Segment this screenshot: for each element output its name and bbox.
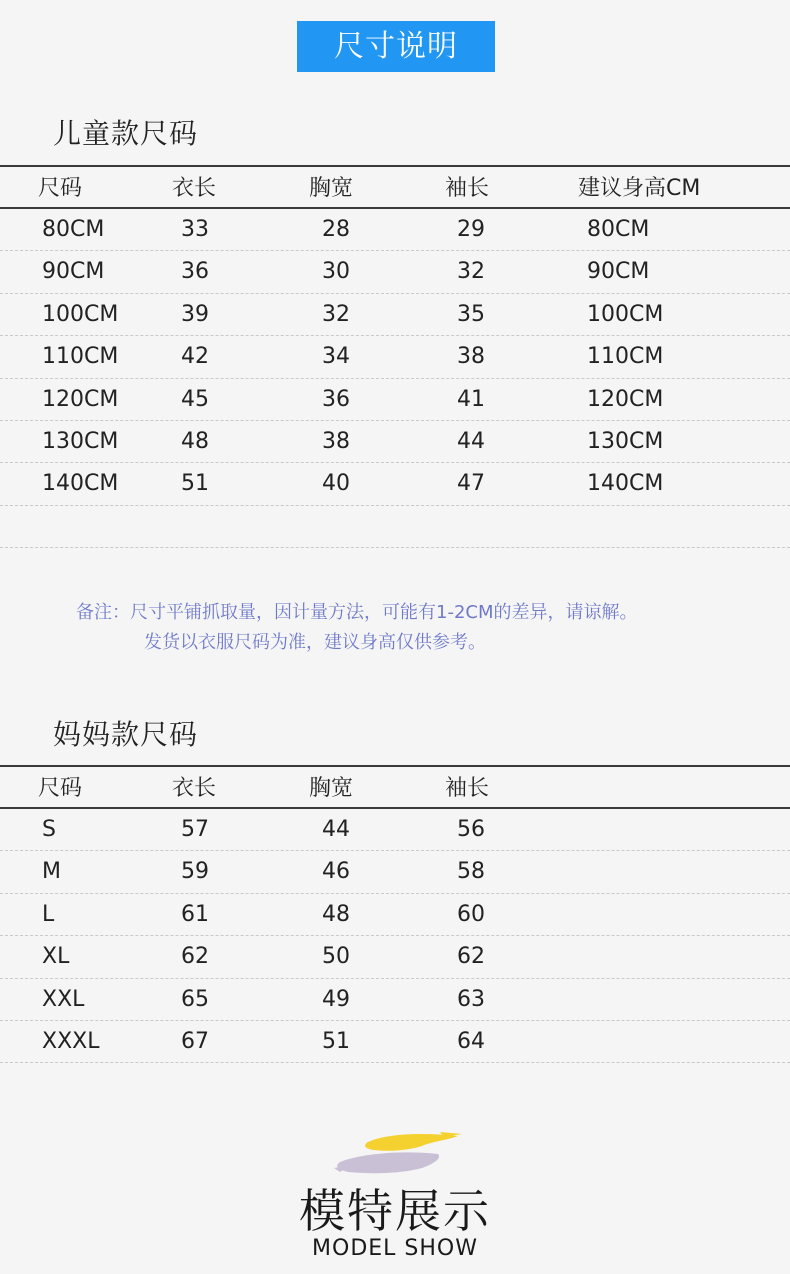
cell-sleeve: 32 bbox=[457, 259, 485, 285]
mom-size-title: 妈妈款尺码 bbox=[53, 718, 199, 751]
cell-length: 57 bbox=[181, 817, 209, 842]
cell-length: 59 bbox=[181, 859, 209, 885]
header-sleeve: 袖长 bbox=[445, 176, 490, 201]
cell-height: 90CM bbox=[587, 259, 650, 285]
cell-length: 61 bbox=[181, 901, 209, 927]
cell-sleeve: 38 bbox=[457, 344, 485, 370]
cell-height: 120CM bbox=[587, 386, 664, 412]
table-row bbox=[0, 809, 790, 851]
table-row bbox=[0, 463, 790, 505]
cell-chest: 34 bbox=[322, 344, 350, 370]
table-row bbox=[0, 209, 790, 251]
model-show-subtitle: MODEL SHOW bbox=[312, 1236, 478, 1261]
cell-size: M bbox=[42, 859, 61, 885]
cell-size: 90CM bbox=[42, 259, 105, 285]
cell-size: 80CM bbox=[42, 217, 105, 242]
cell-height: 110CM bbox=[587, 344, 664, 370]
cell-length: 36 bbox=[181, 259, 209, 285]
cell-sleeve: 63 bbox=[457, 986, 485, 1012]
cell-length: 45 bbox=[181, 386, 209, 412]
cell-chest: 48 bbox=[322, 901, 350, 927]
table-row bbox=[0, 1021, 790, 1063]
cell-size: S bbox=[42, 817, 56, 842]
table-row-empty bbox=[0, 506, 790, 548]
model-show-title: 模特展示 bbox=[299, 1184, 491, 1238]
cell-chest: 50 bbox=[322, 944, 350, 970]
cell-length: 39 bbox=[181, 301, 209, 327]
header-length: 衣长 bbox=[172, 776, 217, 801]
table-row bbox=[0, 894, 790, 936]
cell-sleeve: 58 bbox=[457, 859, 485, 885]
cell-sleeve: 35 bbox=[457, 301, 485, 327]
table-row bbox=[0, 851, 790, 893]
cell-sleeve: 64 bbox=[457, 1028, 485, 1054]
cell-length: 48 bbox=[181, 428, 209, 454]
cell-chest: 46 bbox=[322, 859, 350, 885]
cell-height: 100CM bbox=[587, 301, 664, 327]
cell-length: 33 bbox=[181, 217, 209, 242]
brush-stroke-decoration bbox=[330, 1128, 470, 1180]
header-height: 建议身高CM bbox=[578, 176, 701, 201]
cell-length: 62 bbox=[181, 944, 209, 970]
cell-chest: 49 bbox=[322, 986, 350, 1012]
mom-size-table bbox=[0, 765, 790, 1063]
header-sleeve: 袖长 bbox=[445, 776, 490, 801]
cell-height: 140CM bbox=[587, 471, 664, 497]
kids-size-table bbox=[0, 165, 790, 548]
cell-size: XXL bbox=[42, 986, 85, 1012]
cell-chest: 28 bbox=[322, 217, 350, 242]
mom-table-header bbox=[0, 765, 790, 809]
header-size: 尺码 bbox=[38, 776, 83, 801]
note-line-2: 发货以衣服尺码为准，建议身高仅供参考。 bbox=[144, 632, 486, 653]
cell-chest: 51 bbox=[322, 1028, 350, 1054]
cell-chest: 30 bbox=[322, 259, 350, 285]
cell-sleeve: 56 bbox=[457, 817, 485, 842]
cell-size: 110CM bbox=[42, 344, 119, 370]
cell-chest: 36 bbox=[322, 386, 350, 412]
cell-size: XL bbox=[42, 944, 70, 970]
header-size: 尺码 bbox=[38, 176, 83, 201]
header-length: 衣长 bbox=[172, 176, 217, 201]
cell-chest: 40 bbox=[322, 471, 350, 497]
cell-length: 42 bbox=[181, 344, 209, 370]
cell-length: 65 bbox=[181, 986, 209, 1012]
cell-length: 51 bbox=[181, 471, 209, 497]
table-row bbox=[0, 421, 790, 463]
cell-chest: 32 bbox=[322, 301, 350, 327]
cell-size: 120CM bbox=[42, 386, 119, 412]
cell-sleeve: 60 bbox=[457, 901, 485, 927]
cell-size: 130CM bbox=[42, 428, 119, 454]
cell-sleeve: 29 bbox=[457, 217, 485, 242]
cell-sleeve: 41 bbox=[457, 386, 485, 412]
cell-length: 67 bbox=[181, 1028, 209, 1054]
cell-chest: 38 bbox=[322, 428, 350, 454]
kids-table-header bbox=[0, 165, 790, 209]
cell-size: L bbox=[42, 901, 55, 927]
cell-height: 130CM bbox=[587, 428, 664, 454]
cell-size: XXXL bbox=[42, 1028, 100, 1054]
cell-sleeve: 62 bbox=[457, 944, 485, 970]
cell-size: 100CM bbox=[42, 301, 119, 327]
table-row bbox=[0, 294, 790, 336]
table-row bbox=[0, 379, 790, 421]
table-row bbox=[0, 979, 790, 1021]
table-row bbox=[0, 936, 790, 978]
cell-height: 80CM bbox=[587, 217, 650, 242]
header-chest: 胸宽 bbox=[309, 776, 354, 801]
size-guide-banner: 尺寸说明 bbox=[297, 21, 495, 72]
cell-size: 140CM bbox=[42, 471, 119, 497]
header-chest: 胸宽 bbox=[309, 176, 354, 201]
cell-sleeve: 47 bbox=[457, 471, 485, 497]
kids-size-title: 儿童款尺码 bbox=[53, 117, 199, 150]
cell-sleeve: 44 bbox=[457, 428, 485, 454]
table-row bbox=[0, 251, 790, 293]
table-row bbox=[0, 336, 790, 378]
cell-chest: 44 bbox=[322, 817, 350, 842]
note-line-1: 备注：尺寸平铺抓取量，因计量方法，可能有1-2CM的差异，请谅解。 bbox=[76, 602, 638, 623]
